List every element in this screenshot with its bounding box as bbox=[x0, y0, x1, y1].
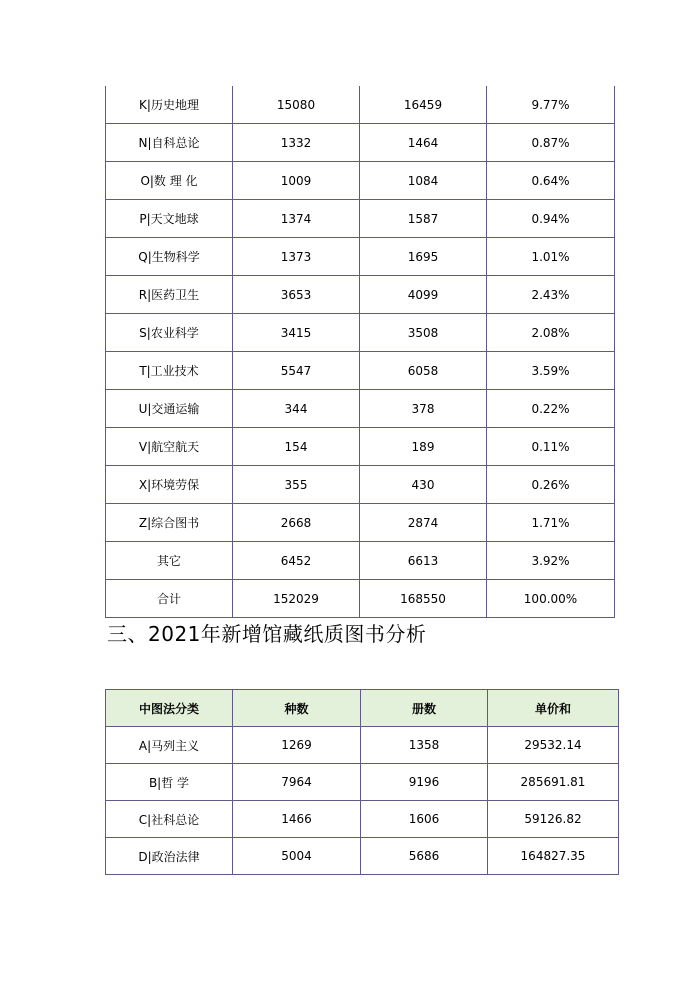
total-label-cell: 合计 bbox=[106, 580, 233, 618]
volumes-count-cell: 1587 bbox=[360, 200, 487, 238]
titles-count-cell: 154 bbox=[233, 428, 360, 466]
volumes-count-cell: 1084 bbox=[360, 162, 487, 200]
percentage-cell: 9.77% bbox=[487, 86, 615, 124]
column-header-category: 中图法分类 bbox=[106, 690, 233, 727]
titles-count-cell: 5547 bbox=[233, 352, 360, 390]
category-cell: U|交通运输 bbox=[106, 390, 233, 428]
volumes-count-cell: 3508 bbox=[360, 314, 487, 352]
table-row bbox=[106, 86, 615, 124]
price-sum-cell: 59126.82 bbox=[488, 801, 619, 838]
titles-count-cell: 1466 bbox=[233, 801, 361, 838]
table-row bbox=[106, 124, 615, 162]
table2-header bbox=[106, 690, 619, 727]
volumes-count-cell: 4099 bbox=[360, 276, 487, 314]
table2-body bbox=[106, 727, 619, 875]
titles-count-cell: 1332 bbox=[233, 124, 360, 162]
percentage-cell: 0.26% bbox=[487, 466, 615, 504]
volumes-count-cell: 1464 bbox=[360, 124, 487, 162]
section-heading: 三、2021年新增馆藏纸质图书分析 bbox=[107, 622, 427, 646]
titles-count-cell: 1374 bbox=[233, 200, 360, 238]
category-cell: Z|综合图书 bbox=[106, 504, 233, 542]
table-row bbox=[106, 466, 615, 504]
titles-count-cell: 1373 bbox=[233, 238, 360, 276]
percentage-cell: 0.64% bbox=[487, 162, 615, 200]
titles-count-cell: 6452 bbox=[233, 542, 360, 580]
table-row bbox=[106, 314, 615, 352]
titles-count-cell: 2668 bbox=[233, 504, 360, 542]
total-percentage-cell: 100.00% bbox=[487, 580, 615, 618]
titles-count-cell: 3415 bbox=[233, 314, 360, 352]
price-sum-cell: 164827.35 bbox=[488, 838, 619, 875]
volumes-count-cell: 6613 bbox=[360, 542, 487, 580]
table-row bbox=[106, 542, 615, 580]
percentage-cell: 0.11% bbox=[487, 428, 615, 466]
percentage-cell: 0.22% bbox=[487, 390, 615, 428]
percentage-cell: 0.87% bbox=[487, 124, 615, 162]
category-cell: T|工业技术 bbox=[106, 352, 233, 390]
table-row bbox=[106, 238, 615, 276]
category-cell: Q|生物科学 bbox=[106, 238, 233, 276]
total-titles-cell: 152029 bbox=[233, 580, 360, 618]
category-cell: R|医药卫生 bbox=[106, 276, 233, 314]
volumes-count-cell: 6058 bbox=[360, 352, 487, 390]
table-row bbox=[106, 727, 619, 764]
table-row bbox=[106, 352, 615, 390]
titles-count-cell: 3653 bbox=[233, 276, 360, 314]
table-row bbox=[106, 162, 615, 200]
percentage-cell: 3.92% bbox=[487, 542, 615, 580]
volumes-count-cell: 1695 bbox=[360, 238, 487, 276]
table1-body bbox=[106, 86, 615, 618]
category-cell: V|航空航天 bbox=[106, 428, 233, 466]
volumes-count-cell: 1358 bbox=[361, 727, 488, 764]
category-cell: S|农业科学 bbox=[106, 314, 233, 352]
table-row bbox=[106, 428, 615, 466]
volumes-count-cell: 189 bbox=[360, 428, 487, 466]
titles-count-cell: 5004 bbox=[233, 838, 361, 875]
percentage-cell: 3.59% bbox=[487, 352, 615, 390]
total-volumes-cell: 168550 bbox=[360, 580, 487, 618]
titles-count-cell: 1009 bbox=[233, 162, 360, 200]
volumes-count-cell: 5686 bbox=[361, 838, 488, 875]
header-row bbox=[106, 690, 619, 727]
total-row bbox=[106, 580, 615, 618]
volumes-count-cell: 1606 bbox=[361, 801, 488, 838]
table-row bbox=[106, 390, 615, 428]
volumes-count-cell: 2874 bbox=[360, 504, 487, 542]
category-cell: K|历史地理 bbox=[106, 86, 233, 124]
price-sum-cell: 285691.81 bbox=[488, 764, 619, 801]
percentage-cell: 2.08% bbox=[487, 314, 615, 352]
category-cell: N|自科总论 bbox=[106, 124, 233, 162]
volumes-count-cell: 16459 bbox=[360, 86, 487, 124]
column-header-titles: 种数 bbox=[233, 690, 361, 727]
titles-count-cell: 7964 bbox=[233, 764, 361, 801]
volumes-count-cell: 9196 bbox=[361, 764, 488, 801]
category-cell: P|天文地球 bbox=[106, 200, 233, 238]
table-row bbox=[106, 276, 615, 314]
new-acquisitions-table bbox=[105, 689, 619, 875]
percentage-cell: 0.94% bbox=[487, 200, 615, 238]
titles-count-cell: 355 bbox=[233, 466, 360, 504]
percentage-cell: 1.01% bbox=[487, 238, 615, 276]
category-cell: O|数 理 化 bbox=[106, 162, 233, 200]
table-row bbox=[106, 504, 615, 542]
volumes-count-cell: 378 bbox=[360, 390, 487, 428]
category-stats-table-continued bbox=[105, 86, 615, 618]
category-cell: D|政治法律 bbox=[106, 838, 233, 875]
category-cell: X|环境劳保 bbox=[106, 466, 233, 504]
table-row bbox=[106, 200, 615, 238]
table-row bbox=[106, 764, 619, 801]
category-cell: A|马列主义 bbox=[106, 727, 233, 764]
category-cell: 其它 bbox=[106, 542, 233, 580]
table-row bbox=[106, 838, 619, 875]
percentage-cell: 1.71% bbox=[487, 504, 615, 542]
price-sum-cell: 29532.14 bbox=[488, 727, 619, 764]
percentage-cell: 2.43% bbox=[487, 276, 615, 314]
category-cell: C|社科总论 bbox=[106, 801, 233, 838]
table-row bbox=[106, 801, 619, 838]
titles-count-cell: 15080 bbox=[233, 86, 360, 124]
titles-count-cell: 1269 bbox=[233, 727, 361, 764]
column-header-volumes: 册数 bbox=[361, 690, 488, 727]
titles-count-cell: 344 bbox=[233, 390, 360, 428]
category-cell: B|哲 学 bbox=[106, 764, 233, 801]
column-header-price-sum: 单价和 bbox=[488, 690, 619, 727]
volumes-count-cell: 430 bbox=[360, 466, 487, 504]
